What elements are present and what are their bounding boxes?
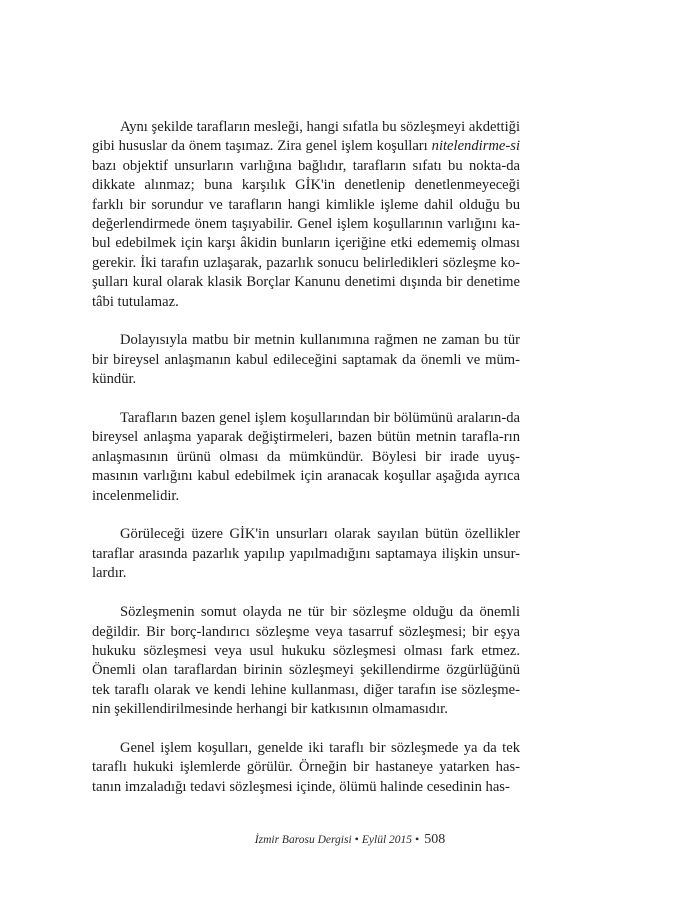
paragraph-3: Tarafların bazen genel işlem koşullarından bir bölümünü araların-da bireysel anlaşma yaparak değiştirmeleri, bazen bütün metnin tarafla-rın anlaşmasının ürünü olması da mümkündür. Böylesi bir irade uyuş-masının varlığını kabul edebilmek için aranacak koşullar aşağıda ayrıca incelenmelidir. — [92, 410, 520, 504]
italic-term: nitelendirme-si — [431, 138, 520, 155]
paragraph-5: Sözleşmenin somut olayda ne tür bir sözleşme olduğu da önemli değildir. Bir borç-landırıcı sözleşme veya tasarruf sözleşmesi; bir eşya hukuku sözleşmesi veya usul hukuku sözleşmesi olması fark etmez. Önemli olan taraflardan birinin sözleşmeyi şekillendirme özgürlüğünü tek taraflı olarak ve kendi lehine kullanması, diğer tarafın ise sözleşme-nin şekillendirilmesinde herhangi bir katkısının olmamasıdır. — [92, 604, 520, 718]
paragraph-1 — [92, 118, 520, 312]
paragraph-2: Dolayısıyla matbu bir metnin kullanımına rağmen ne zaman bu tür bir bireysel anlaşmanın kabul edileceğini saptamak da önemli ve müm-kündür. — [92, 332, 520, 388]
paragraph-4: Görüleceği üzere GİK'in unsurları olarak sayılan bütün özellikler taraflar arasında pazarlık yapılıp yapılmadığını saptamaya ilişkin unsur-lardır. — [92, 526, 520, 582]
paragraph-6: Genel işlem koşulları, genelde iki taraflı bir sözleşmede ya da tek taraflı hukuki işlemlerde görülür. Örneğin bir hastaneye yatarken has-tanın imzaladığı tedavi sözleşmesi içinde, ölümü halinde cesedinin has- — [92, 739, 520, 795]
issue-date: Eylül 2015 — [361, 834, 413, 846]
page-number: 508 — [424, 832, 446, 847]
footer-separator: • — [354, 832, 359, 846]
footer-separator-2: • — [415, 832, 420, 846]
journal-name: İzmir Barosu Dergisi — [254, 834, 352, 846]
body-text — [92, 118, 520, 817]
paragraph-1-continued: bazı objektif unsurların varlığına bağlıdır, tarafların sıfatı bu nokta-da dikkate alınmaz; buna karşılık GİK'in denetlenip denetlenmeyeceği farklı bir sorundur ve tarafların hangi kimlikle işleme dahil olduğu bu değerlendirmede önem taşıyabilir. Genel işlem koşullarının varlığını ka-bul edebilmek için karşı âkidin bunların içeriğine etki edememiş olması gerekir. İki tarafın uzlaşarak, pazarlık sonucu belirledikleri sözleşme ko-şulları kural olarak klasik Borçlar Kanunu denetimi dışında bir denetime tâbi tutulamaz. — [92, 157, 520, 310]
page-footer — [0, 832, 700, 848]
paragraph-1-text: Aynı şekilde tarafların mesleği, hangi sıfatla bu sözleşmeyi akdettiği gibi hususlar da önem taşımaz. Zira genel işlem koşulları — [92, 119, 520, 155]
